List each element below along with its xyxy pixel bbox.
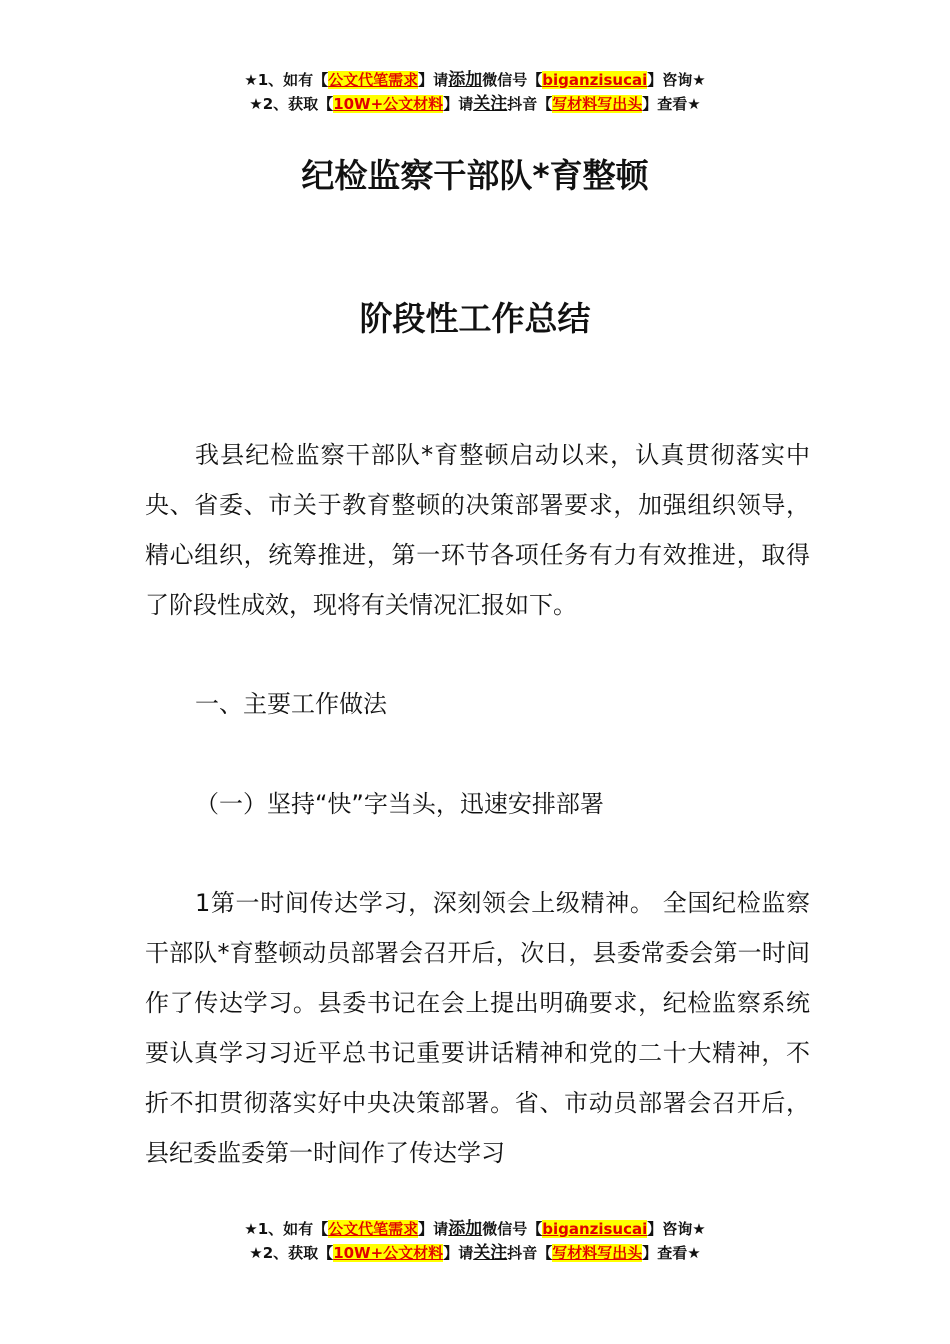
ad-text: ★2、获取【: [249, 95, 334, 113]
ad-header: [0, 68, 950, 116]
ad-line-1: [0, 1217, 950, 1241]
section-heading: 一、主要工作做法: [195, 690, 387, 718]
ad-text: 微信号【: [482, 71, 543, 89]
ad-text: 抖音【: [507, 1244, 553, 1262]
ad-text: 】请: [443, 95, 474, 113]
ad-text: 】咨询★: [647, 71, 706, 89]
ad-underline: 关注: [473, 1243, 508, 1263]
ad-highlight: 公文代笔需求: [328, 71, 419, 89]
ad-text: 】请: [418, 1220, 449, 1238]
ad-underline: 添加: [448, 1219, 483, 1239]
intro-paragraph: 我县纪检监察干部队*育整顿启动以来，认真贯彻落实中央、省委、市关于教育整顿的决策部署要求，加强组织领导，精心组织，统筹推进，第一环节各项任务有力有效推进，取得了阶段性成效，现将有关情况汇报如下。: [145, 441, 810, 619]
ad-line-2: [0, 92, 950, 116]
ad-text: 微信号【: [482, 1220, 543, 1238]
ad-text: ★1、如有【: [244, 1220, 329, 1238]
ad-highlight: 10W+公文材料: [333, 95, 444, 113]
ad-text: ★2、获取【: [249, 1244, 334, 1262]
ad-text: 】请: [418, 71, 449, 89]
ad-text: 】查看★: [642, 1244, 701, 1262]
ad-text: 】请: [443, 1244, 474, 1262]
ad-underline: 添加: [448, 70, 483, 90]
document-subtitle: 阶段性工作总结: [359, 299, 591, 338]
ad-highlight: 写材料写出头: [552, 1244, 643, 1262]
ad-footer: [0, 1217, 950, 1265]
ad-text: 】查看★: [642, 95, 701, 113]
ad-highlight: biganzisucai: [542, 1220, 648, 1238]
ad-text: 】咨询★: [647, 1220, 706, 1238]
subsection-heading: （一）坚持“快”字当头，迅速安排部署: [195, 790, 604, 818]
ad-line-2: [0, 1241, 950, 1265]
document-title: 纪检监察干部队*育整顿: [301, 156, 649, 195]
ad-line-1: [0, 68, 950, 92]
ad-text: 抖音【: [507, 95, 553, 113]
ad-highlight: 写材料写出头: [552, 95, 643, 113]
ad-highlight: 公文代笔需求: [328, 1220, 419, 1238]
ad-text: ★1、如有【: [244, 71, 329, 89]
ad-underline: 关注: [473, 94, 508, 114]
ad-highlight: biganzisucai: [542, 71, 648, 89]
ad-highlight: 10W+公文材料: [333, 1244, 444, 1262]
body-paragraph: 1第一时间传达学习，深刻领会上级精神。 全国纪检监察干部队*育整顿动员部署会召开后，次日，县委常委会第一时间作了传达学习。县委书记在会上提出明确要求，纪检监察系统要认真学习习近平总书记重要讲话精神和党的二十大精神，不折不扣贯彻落实好中央决策部署。省、市动员部署会召开后，县纪委监委第一时间作了传达学习: [145, 889, 810, 1167]
